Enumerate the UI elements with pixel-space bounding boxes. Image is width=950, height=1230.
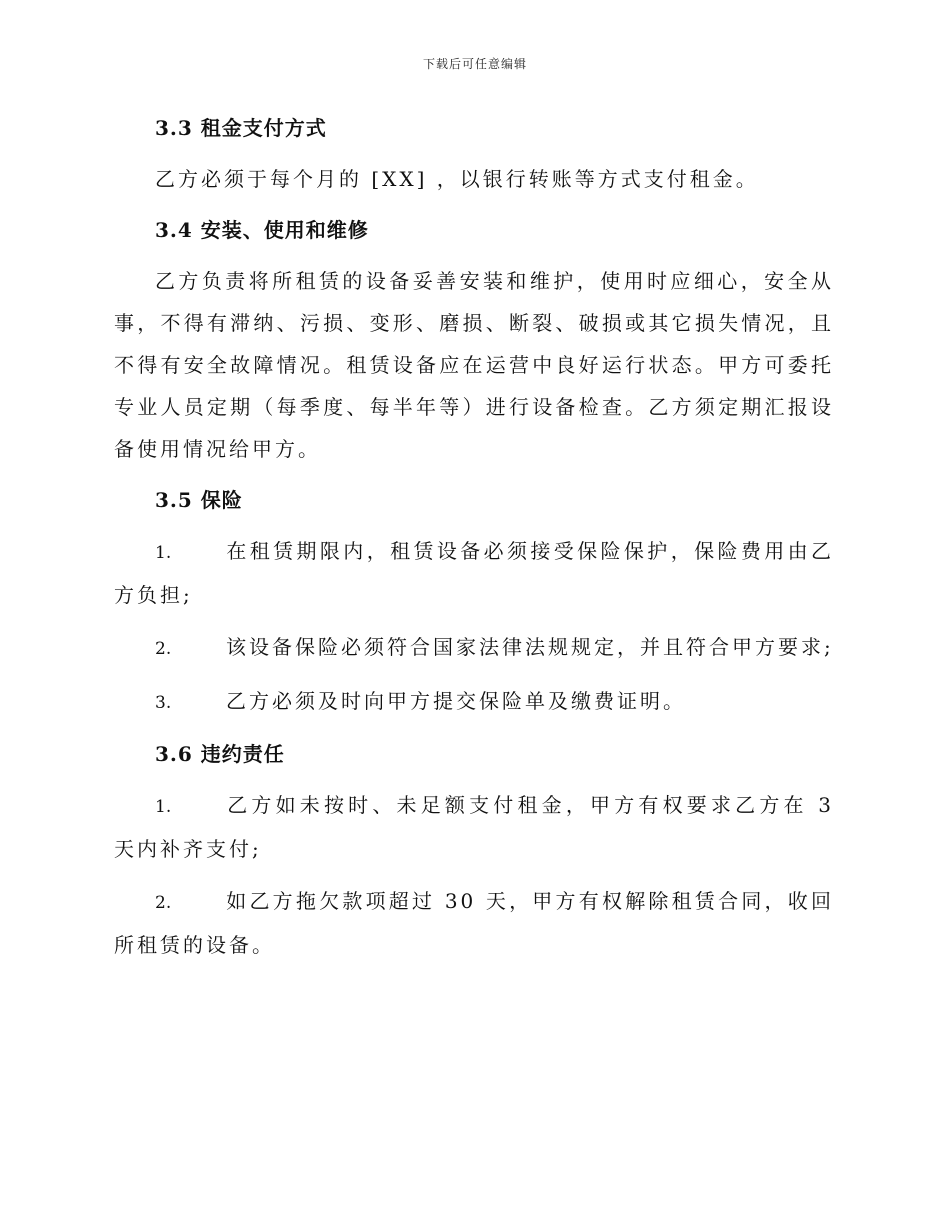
- document-body: [114, 108, 834, 966]
- section-3-3-body: 乙方必须于每个月的 [XX] ，以银行转账等方式支付租金。: [155, 167, 759, 191]
- list-item-number: 1.: [155, 797, 172, 817]
- list-item-number: 1.: [155, 543, 172, 563]
- list-item: [114, 784, 834, 870]
- page-header: 下载后可任意编辑: [422, 57, 527, 71]
- list-item-number: 3.: [155, 693, 172, 713]
- section-3-5-title: 3.5 保险: [155, 488, 243, 512]
- list-item-text: 乙方必须及时向甲方提交保险单及缴费证明。: [226, 689, 686, 713]
- section-3-4-title: 3.4 安装、使用和维修: [155, 218, 369, 242]
- section-3-4-body: 乙方负责将所租赁的设备妥善安装和维护，使用时应细心，安全从事，不得有滞纳、污损、变形、磨损、断裂、破损或其它损失情况，且不得有安全故障情况。租赁设备应在运营中良好运行状态。甲方可委托专业人员定期（每季度、每半年等）进行设备检查。乙方须定期汇报设备使用情况给甲方。: [114, 269, 834, 461]
- list-item-text: 在租赁期限内，租赁设备必须接受保险保护，保险费用由乙方负担;: [114, 539, 834, 607]
- list-item: [114, 680, 834, 724]
- list-item: [114, 880, 834, 966]
- section-3-6-title: 3.6 违约责任: [155, 742, 285, 766]
- list-item-number: 2.: [155, 639, 172, 659]
- list-item-text: 该设备保险必须符合国家法律法规规定，并且符合甲方要求;: [226, 635, 834, 659]
- list-item-text: 乙方如未按时、未足额支付租金，甲方有权要求乙方在 3 天内补齐支付;: [114, 793, 834, 861]
- list-item-text: 如乙方拖欠款项超过 30 天，甲方有权解除租赁合同，收回所租赁的设备。: [114, 889, 834, 957]
- list-item: [114, 530, 834, 616]
- list-item: [114, 626, 834, 670]
- list-item-number: 2.: [155, 893, 172, 913]
- section-3-3-title: 3.3 租金支付方式: [155, 116, 327, 140]
